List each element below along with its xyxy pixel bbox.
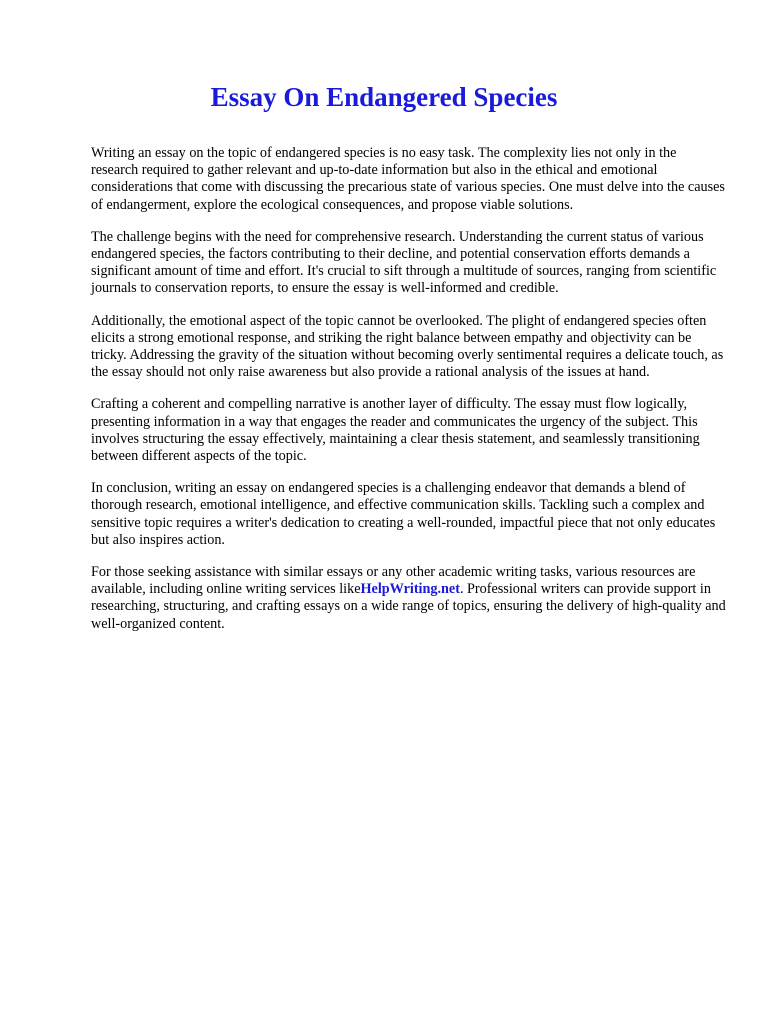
- essay-body: [91, 145, 727, 648]
- paragraph-6-text-before-link: For those seeking assistance with similar essays or any other academic writing tasks, various resources are available, including online writing services like: [91, 564, 696, 598]
- paragraph-2: The challenge begins with the need for comprehensive research. Understanding the current status of various endangered species, the factors contributing to their decline, and potential conservation efforts demands a significant amount of time and effort. It's crucial to sift through a multitude of sources, ranging from scientific journals to conservation reports, to ensure the essay is well-informed and credible.: [91, 228, 717, 297]
- paragraph-6-text-after-link: . Professional writers can provide support in researching, structuring, and crafting essays on a wide range of topics, ensuring the delivery of high-quality and well-organized content.: [91, 581, 726, 632]
- paragraph-4: Crafting a coherent and compelling narrative is another layer of difficulty. The essay must flow logically, presenting information in a way that engages the reader and communicates the urgency of the subject. This involves structuring the essay effectively, maintaining a clear thesis statement, and seamlessly transitioning between different aspects of the topic.: [91, 396, 700, 465]
- paragraph-6: [91, 564, 727, 633]
- page-title: Essay On Endangered Species: [210, 82, 558, 112]
- paragraph-5: In conclusion, writing an essay on endangered species is a challenging endeavor that demands a blend of thorough research, emotional intelligence, and effective communication skills. Tackling such a complex and sensitive topic requires a writer's dedication to creating a well-rounded, impactful piece that not only educates but also inspires action.: [91, 480, 716, 548]
- helpwriting-link[interactable]: HelpWriting.net: [360, 581, 460, 598]
- paragraph-3: Additionally, the emotional aspect of the topic cannot be overlooked. The plight of endangered species often elicits a strong emotional response, and striking the right balance between empathy and objectivity can be tricky. Addressing the gravity of the situation without becoming overly sentimental requires a delicate touch, as the essay should not only raise awareness but also provide a rational analysis of the issues at hand.: [91, 312, 724, 381]
- paragraph-1: Writing an essay on the topic of endangered species is no easy task. The complexity lies not only in the research required to gather relevant and up-to-date information but also in the ethical and emotional considerations that come with discussing the precarious state of various species. One must delve into the causes of endangerment, explore the ecological consequences, and propose viable solutions.: [91, 145, 725, 213]
